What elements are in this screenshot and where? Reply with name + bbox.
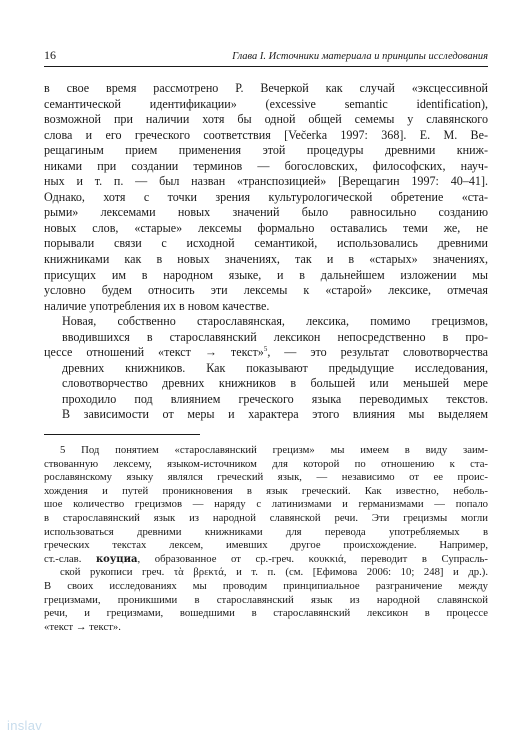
text-line: «текст → текст». (44, 620, 121, 633)
text-line: книжниками как в новых значениях, так и в «старых» значениях, (44, 252, 488, 267)
text-fragment: ст.-слав. (44, 552, 96, 565)
running-header (44, 48, 488, 67)
text-line: ствованную лексему, языком-источником для которой по отношению к ста- (44, 457, 488, 470)
book-page (44, 48, 488, 634)
text-line: рославянскому языку являлся греческий язык, — независимо от ее проис- (44, 471, 488, 484)
text-line: новых слов, «старые» лексемы формально оставались теми же, не (44, 220, 488, 235)
text-line: В зависимости от меры и характера этого влияния мы выделяем (62, 407, 488, 422)
chapter-running-title: Глава I. Источники материала и принципы исследования (232, 51, 488, 62)
text-fragment: цессе отношений «текст → текст» (44, 345, 264, 360)
watermark: inslav (7, 718, 43, 733)
text-line: рыми» лексемами новых значений было равносильно созданию (44, 205, 488, 220)
footnote-separator (44, 434, 200, 435)
text-line: ской рукописи греч. τὰ βρεκτά, и т. п. (см. [Ефимова 2006: 10; 248] и др.). (60, 566, 488, 579)
text-line: словотворчество древних книжников в большей или меньшей мере (62, 376, 488, 391)
text-line: в старославянский язык из народной славянской речи. Эти грецизмы могли (44, 512, 488, 524)
text-line: шое количество грецизмов — наряду с латинизмами и германизмами — попало (44, 498, 488, 511)
text-line: ных и т. п. — был назван «транспозицией» [Верещагин 1997: 40–41]. (44, 174, 488, 189)
text-line: никами при создании терминов — богословских, философских, науч- (44, 158, 488, 173)
old-church-slavonic-word: коуциа (95, 553, 138, 565)
text-line: Однако, хотя с точки зрения культурологической обретение «ста- (44, 189, 488, 204)
text-line: условно будем относить эти лексемы к «старой» лексике, отмечая (44, 283, 488, 298)
page-number: 16 (44, 48, 56, 62)
text-line: присущих им в народном языке, и в дальнейшем изложении мы (44, 267, 488, 282)
text-line: наличие употребления их в новом качестве. (44, 298, 270, 313)
text-line: хождения и путей проникновения в язык греческий. Как известно, неболь- (44, 484, 488, 497)
text-line: порывали связи с исходной семантикой, использовались древними (44, 236, 488, 251)
text-line: В своих исследованиях мы проводим принципиальное разграничение между (44, 579, 488, 592)
text-line: древних книжников. Как показывают предыдущие исследования, (62, 360, 488, 375)
footnote-reference: 5 (263, 345, 268, 354)
text-line: Новая, собственно старославянская, лексика, помимо грецизмов, (62, 314, 488, 329)
text-line: слова и его греческого соответствия [Večerka 1997: 368]. Е. М. Ве- (44, 127, 488, 142)
text-line: 5 Под понятием «старославянский грецизм» мы имеем в виду заим- (60, 444, 488, 457)
text-line: вводившихся в старославянский лексикон непосредственно в про- (62, 329, 488, 344)
text-line (44, 345, 488, 361)
text-line: греческих текстах лексем, имевших другое происхождение. Например, (44, 539, 488, 552)
text-line: семантической идентификации» (excessive semantic identification), (44, 96, 488, 111)
text-line: в свое время рассмотрено Р. Вечеркой как случай «эксцессивной (44, 81, 488, 95)
text-line: возможной при наличии хотя бы одной общей семемы у славянского (44, 112, 488, 127)
paragraph-1 (44, 81, 488, 314)
text-line: рещагиным прием применения этой процедуры древними книж- (44, 143, 488, 158)
text-line: использоваться древними книжниками для перевода употребляемых в (44, 525, 488, 538)
text-line: речи, и грецизмами, вошедшими в старославянский лексикон в процессе (44, 607, 488, 620)
text-line: проходило под влиянием греческого языка переводимых текстов. (62, 391, 488, 406)
main-text (44, 81, 488, 423)
text-fragment: , — это результат словотворчества (267, 345, 488, 360)
paragraph-2 (44, 314, 488, 423)
text-line: грецизмами, проникшими в старославянский язык из народной славянской (44, 593, 488, 606)
text-line (44, 553, 488, 567)
text-fragment: , образованное от ср.-греч. κουκκιά, переводит в Супрасль- (137, 552, 488, 565)
footnote-5 (44, 444, 488, 634)
